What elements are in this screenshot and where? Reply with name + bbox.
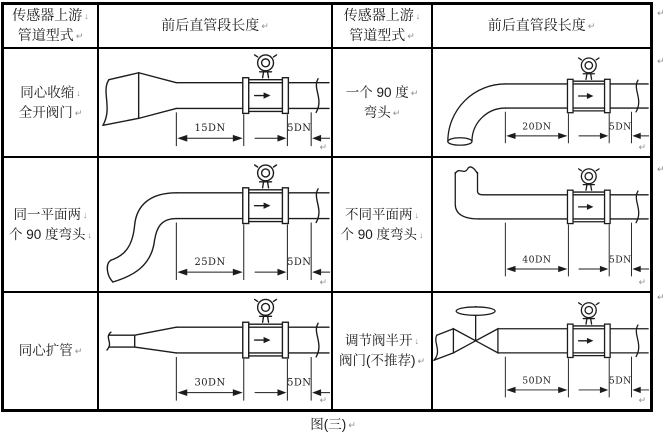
label-text: 阀门(不推荐): [338, 353, 416, 368]
label-text: 不同平面两: [345, 206, 413, 222]
header-text: 管道型式: [17, 27, 74, 43]
header-text: 传感器上游: [12, 7, 83, 23]
row1-diagram-right-cell: [433, 49, 650, 158]
paragraph-mark: ↵: [319, 395, 327, 405]
paragraph-mark: ↵: [319, 142, 327, 152]
figure-caption: [0, 413, 666, 433]
line-break-mark: ↓: [419, 229, 424, 240]
diagram-half-open-valve: [433, 293, 650, 409]
line-break-mark: ↓: [76, 87, 81, 98]
dimension-label-upstream: 15DN: [194, 123, 226, 135]
line-break-mark: ↓: [83, 209, 88, 220]
vortex-flowmeter-icon: [567, 58, 610, 113]
caption-text: 图(三): [310, 417, 347, 432]
row2-label-right: [333, 158, 433, 293]
header-text: 传感器上游: [343, 7, 414, 23]
header-text: 管道型式: [349, 27, 406, 43]
row1-label-right: [333, 49, 433, 158]
row3-label-right: [333, 293, 433, 409]
row2-diagram-left-cell: [99, 158, 333, 293]
vortex-flowmeter-icon: [243, 299, 289, 357]
dimension-label-downstream: 5DN: [287, 257, 312, 269]
paragraph-mark: ↵: [74, 346, 83, 356]
paragraph-mark: ↵: [657, 164, 665, 174]
dimension-label-downstream: 5DN: [287, 123, 312, 135]
paragraph-mark: ↵: [410, 87, 419, 98]
row2-label-left: [4, 158, 99, 293]
header-straight-length-left: [99, 5, 333, 49]
paragraph-mark: ↵: [657, 56, 665, 66]
paragraph-mark: ↵: [348, 420, 356, 430]
label-text: 全开阀门: [18, 104, 73, 120]
line-break-mark: ↓: [414, 336, 419, 346]
header-upstream-pipe-type-left: [4, 5, 99, 49]
row3-diagram-left-cell: [99, 293, 333, 409]
dimension-label-downstream: 5DN: [608, 375, 632, 387]
paragraph-mark: ↵: [392, 107, 401, 118]
diagram-concentric-expander: [99, 293, 331, 409]
dimension-label-downstream: 5DN: [287, 377, 312, 389]
header-straight-length-right: [433, 5, 650, 49]
vortex-flowmeter-icon: [567, 303, 610, 358]
paragraph-mark: ↵: [74, 107, 83, 118]
row2-diagram-right-cell: [433, 158, 650, 293]
vortex-flowmeter-icon: [243, 55, 289, 113]
installation-requirements-table: [1, 2, 653, 412]
line-break-mark: ↓: [414, 209, 419, 220]
label-text: 调节阀半开: [345, 333, 413, 348]
vortex-flowmeter-icon: [567, 169, 610, 224]
row1-label-left: [4, 49, 99, 158]
paragraph-mark: ↵: [638, 142, 646, 152]
line-break-mark: ↓: [415, 11, 421, 21]
diagram-single-90-elbow: [433, 49, 650, 156]
label-text: 个 90 度弯头: [8, 226, 86, 242]
diagram-concentric-reducer: [99, 49, 331, 156]
vortex-flowmeter-icon: [243, 165, 289, 223]
diagram-two-elbows-same-plane: [99, 158, 331, 291]
row3-diagram-right-cell: [433, 293, 650, 409]
label-text: 同心收缩: [20, 84, 75, 100]
row3-label-left: [4, 293, 99, 409]
label-text: 一个 90 度: [345, 84, 409, 100]
dimension-label-downstream: 5DN: [608, 121, 632, 133]
dimension-label-downstream: 5DN: [608, 254, 632, 266]
dimension-label-upstream: 20DN: [522, 121, 552, 133]
label-text: 弯头: [363, 104, 391, 120]
paragraph-mark: ↵: [638, 277, 646, 287]
row1-diagram-left-cell: [99, 49, 333, 158]
diagram-two-elbows-different-plane: [433, 158, 650, 291]
label-text: 同一平面两: [13, 206, 81, 222]
label-text: 同心扩管: [18, 343, 73, 358]
line-break-mark: ↓: [84, 11, 89, 21]
dimension-label-upstream: 50DN: [522, 375, 552, 387]
header-text: 前后直管段长度: [487, 17, 586, 33]
paragraph-mark: ↵: [261, 21, 269, 31]
paragraph-mark: ↵: [657, 8, 665, 18]
paragraph-mark: ↵: [657, 292, 665, 302]
dimension-label-upstream: 25DN: [194, 257, 226, 269]
label-text: 个 90 度弯头: [340, 226, 418, 242]
header-upstream-pipe-type-right: [333, 5, 433, 49]
paragraph-mark: ↵: [319, 277, 327, 287]
dimension-label-upstream: 40DN: [522, 254, 552, 266]
dimension-label-upstream: 30DN: [194, 377, 226, 389]
paragraph-mark: ↵: [587, 21, 596, 31]
paragraph-mark: ↵: [638, 395, 646, 405]
header-text: 前后直管段长度: [161, 17, 260, 33]
paragraph-mark: ↵: [407, 31, 415, 41]
paragraph-mark: ↵: [75, 31, 84, 41]
paragraph-mark: ↵: [417, 356, 426, 366]
line-break-mark: ↓: [87, 229, 93, 240]
